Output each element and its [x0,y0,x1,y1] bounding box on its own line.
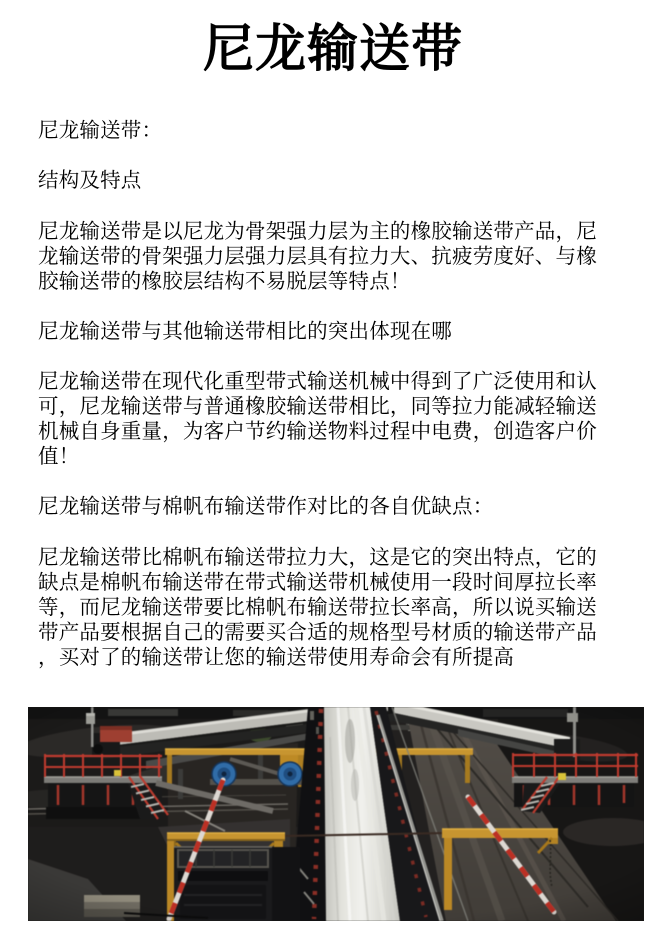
text-line: 可，尼龙输送带与普通橡胶输送带相比，同等拉力能减轻输送 [38,395,597,419]
text-line: 尼龙输送带是以尼龙为骨架强力层为主的橡胶输送带产品，尼 [38,219,597,243]
text-line: 机械自身重量，为客户节约输送物料过程中电费，创造客户价 [38,420,597,444]
text-line: 胶输送带的橡胶层结构不易脱层等特点！ [38,269,411,293]
text-line: 尼龙输送带在现代化重型带式输送机械中得到了广泛使用和认 [38,370,597,394]
document-page [0,18,666,948]
paragraph [38,168,650,193]
conveyor-photo-illustration [28,707,644,921]
page-title: 尼龙输送带 [202,20,463,77]
paragraph [38,219,650,294]
text-line: 尼龙输送带与其他输送带相比的突出体现在哪 [38,319,452,343]
text-line: 尼龙输送带比棉帆布输送带拉力大，这是它的突出特点，它的 [38,545,597,569]
text-line: 等，而尼龙输送带要比棉帆布输送带拉长率高，所以说买输送 [38,595,597,619]
conveyor-photo [28,707,644,921]
text-line: 值！ [38,445,80,469]
text-line: 龙输送带的骨架强力层强力层具有拉力大、抗疲劳度好、与橡 [38,244,597,268]
text-line: 带产品要根据自己的需要买合适的规格型号材质的输送带产品 [38,620,597,644]
text-line: 结构及特点 [38,169,142,193]
text-line: 尼龙输送带： [38,119,163,142]
paragraph [38,319,650,344]
article-body [38,118,650,670]
paragraph [38,369,650,469]
text-line: ，买对了的输送带让您的输送带使用寿命会有所提高 [38,645,515,669]
paragraph [38,494,650,519]
text-line: 尼龙输送带与棉帆布输送带作对比的各自优缺点： [38,495,494,519]
paragraph [38,118,650,143]
paragraph [38,545,650,670]
vignette [28,707,644,921]
text-line: 缺点是棉帆布输送带在带式输送带机械使用一段时间厚拉长率 [38,570,597,594]
